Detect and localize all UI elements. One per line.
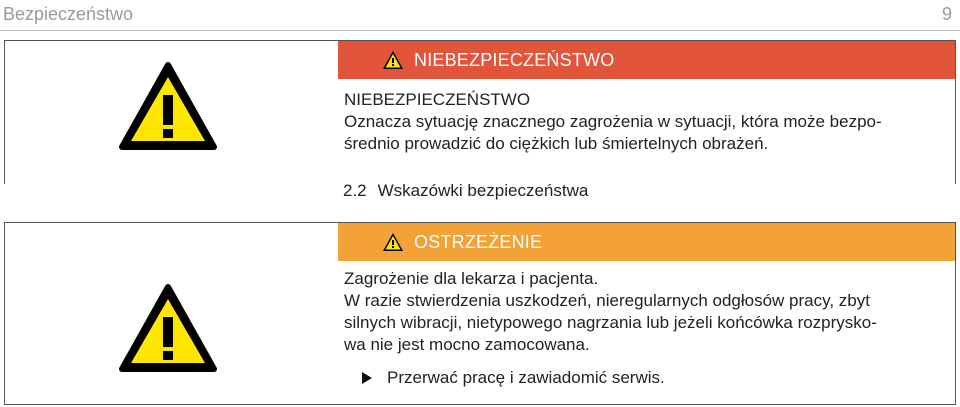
- warning-triangle-icon: [118, 283, 218, 373]
- warning-triangle-icon: [382, 232, 404, 252]
- header-divider: [0, 30, 960, 31]
- caution-body-line: W razie stwierdzenia uszkodzeń, nieregularnych odgłosów pracy, zbyt: [344, 291, 870, 310]
- icon-cell: [5, 41, 337, 184]
- caution-notice: [4, 222, 956, 405]
- danger-banner-label: NIEBEZPIECZEŃSTWO: [414, 49, 615, 70]
- warning-triangle-icon: [382, 50, 404, 70]
- danger-heading: NIEBEZPIECZEŃSTWO: [344, 90, 531, 109]
- caution-body-line: wa nie jest mocno zamocowana.: [344, 335, 590, 354]
- arrow-right-icon: [361, 371, 373, 385]
- icon-cell: [5, 223, 337, 404]
- danger-notice: [4, 40, 956, 184]
- caution-banner: [338, 223, 955, 261]
- caution-subtitle: Zagrożenie dla lekarza i pacjenta.: [344, 269, 599, 288]
- caution-content: [344, 268, 949, 389]
- page-header: [0, 0, 960, 32]
- section-number: 2.2: [343, 181, 367, 200]
- caution-banner-label: OSTRZEŻENIE: [414, 231, 543, 252]
- danger-banner: [338, 41, 955, 79]
- action-text: Przerwać pracę i zawiadomić serwis.: [387, 368, 665, 387]
- section-title: Wskazówki bezpieczeństwa: [377, 181, 589, 200]
- danger-description-line: Oznacza sytuację znacznego zagrożenia w sytuacji, która może bezpo-: [344, 112, 882, 131]
- action-item: [344, 367, 949, 389]
- danger-description-line: średnio prowadzić do ciężkich lub śmiertelnych obrażeń.: [344, 134, 769, 153]
- caution-body-line: silnych wibracji, nietypowego nagrzania lub jeżeli końcówka rozprysko-: [344, 313, 877, 332]
- section-label: Bezpieczeństwo: [3, 4, 134, 24]
- page-number: 9: [941, 4, 952, 24]
- danger-content: [344, 89, 949, 155]
- section-heading: [343, 181, 588, 201]
- warning-triangle-icon: [118, 61, 218, 151]
